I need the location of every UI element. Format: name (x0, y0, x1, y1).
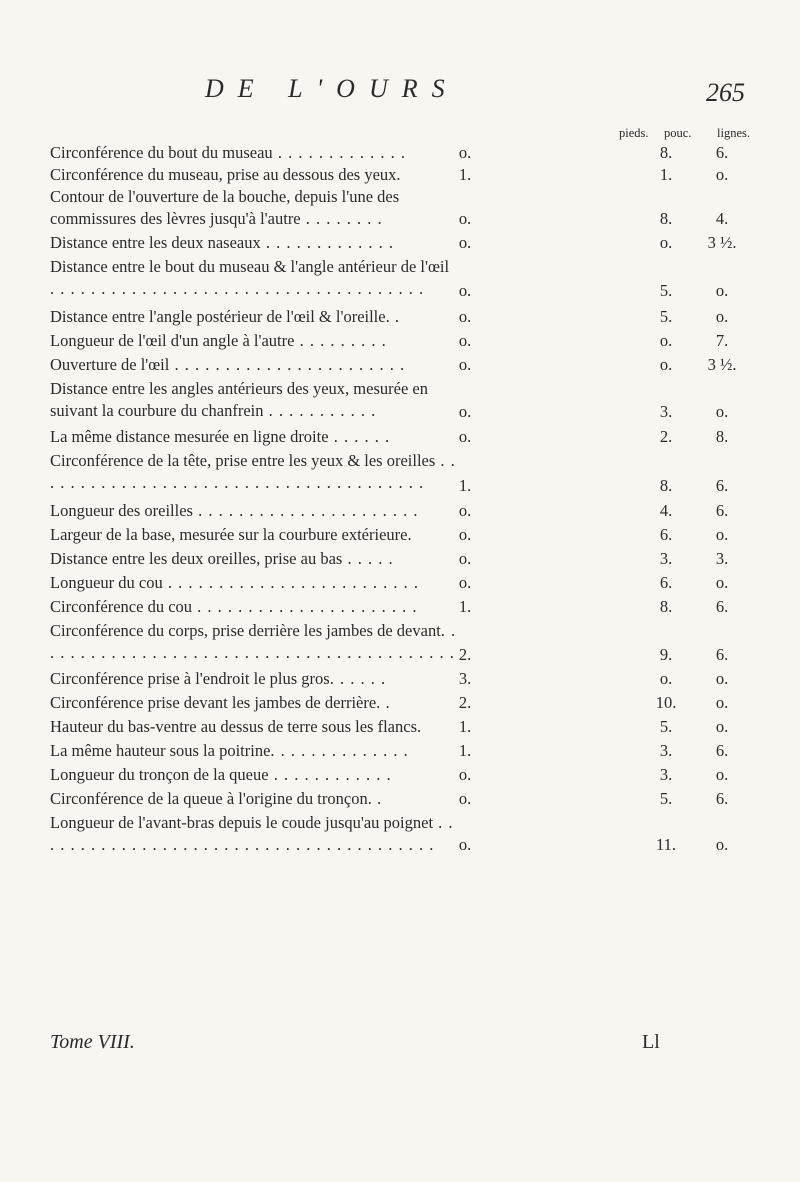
measurement-label: Largeur de la base, mesurée sur la courbure extérieure. (50, 525, 412, 544)
value-pouces: 3. (659, 741, 673, 760)
value-lignes: o. (715, 717, 729, 736)
value-pieds: o. (458, 402, 472, 421)
value-pouces: 3. (659, 549, 673, 568)
measurement-label: Circonférence du bout du museau . . . . . . . . . . . . . (50, 143, 406, 162)
value-pouces: 2. (659, 427, 673, 446)
value-lignes: 6. (715, 741, 729, 760)
tome-label: Tome VIII. (50, 1031, 135, 1053)
value-pouces: 3. (659, 402, 673, 421)
value-pouces: 3. (659, 765, 673, 784)
value-pouces: 5. (659, 717, 673, 736)
value-lignes: 6. (715, 476, 729, 495)
value-pieds: o. (458, 549, 472, 568)
value-lignes: 3. (715, 549, 729, 568)
measurement-label: Circonférence de la tête, prise entre les yeux & les oreilles . . . . . . . . . . . . . . . . . . . . . . . . . . . . . . . . . . . . . . . (50, 451, 456, 492)
value-lignes: 7. (715, 331, 729, 350)
page-header (0, 74, 800, 114)
dot-leader: . . . . . . (329, 669, 387, 688)
value-lignes: 6. (715, 143, 729, 162)
page-number: 265 (706, 78, 745, 107)
dot-leader: . . . . . . (328, 427, 391, 446)
value-lignes: o. (715, 669, 729, 688)
dot-leader: . . . . . . . . . . . . . . . . . . . . . . . . . . . . . . . . . . . . . . . . (50, 813, 454, 854)
value-pouces: o. (659, 331, 673, 350)
value-pouces: 8. (659, 209, 673, 228)
value-pieds: o. (458, 835, 472, 854)
value-pieds: o. (458, 789, 472, 808)
value-pouces: 5. (659, 281, 673, 300)
dot-leader: . . . . . . . . . . . . . . (270, 741, 409, 760)
value-pieds: o. (458, 143, 472, 162)
dot-leader: . . . . . . . . . . . . . . . . . . . . . . (192, 597, 418, 616)
measurement-label: Ouverture de l'œil . . . . . . . . . . . . . . . . . . . . . . . (50, 355, 406, 374)
measurement-label: Longueur des oreilles . . . . . . . . . . . . . . . . . . . . . . (50, 501, 419, 520)
value-pieds: o. (458, 209, 472, 228)
value-lignes: o. (715, 525, 729, 544)
value-pouces: 8. (659, 476, 673, 495)
value-pouces: o. (659, 669, 673, 688)
measurement-label: Longueur de l'œil d'un angle à l'autre . . . . . . . . . (50, 331, 387, 350)
value-pouces: 1. (659, 165, 673, 184)
dot-leader: . (389, 307, 400, 326)
dot-leader: . . . . . . . . . . . . . . . . . . . . . . . . . . . . . . . . . . . . . . . (50, 451, 456, 492)
value-pieds: 1. (458, 597, 472, 616)
value-pouces: 8. (659, 143, 673, 162)
value-pieds: o. (458, 525, 472, 544)
value-pieds: 2. (458, 693, 472, 712)
value-pieds: 1. (458, 476, 472, 495)
unit-lignes: lignes. (717, 126, 750, 140)
measurement-label: Longueur du tronçon de la queue . . . . . . . . . . . . (50, 765, 392, 784)
measurement-label: Distance entre les deux oreilles, prise au bas . . . . . (50, 549, 394, 568)
value-pieds: o. (458, 355, 472, 374)
value-lignes: 6. (715, 501, 729, 520)
value-pieds: o. (458, 233, 472, 252)
value-pieds: 3. (458, 669, 472, 688)
value-lignes: 4. (715, 209, 729, 228)
dot-leader: . . . . . . . . . . . . . . . . . . . . . . . (169, 355, 406, 374)
value-pouces: 6. (659, 525, 673, 544)
value-pieds: 1. (458, 165, 472, 184)
value-pouces: 4. (659, 501, 673, 520)
dot-leader: . . . . . . . . . . . . . . . . . . . . . . (192, 501, 419, 520)
value-pieds: 1. (458, 717, 472, 736)
value-pieds: o. (458, 427, 472, 446)
page-footer (0, 1031, 800, 1061)
measurement-label: Circonférence prise à l'endroit le plus gros. . . . . . (50, 669, 387, 688)
measurement-label: Distance entre les angles antérieurs des yeux, mesurée en suivant la courbure du chanfrein . . . . . . . . . . . (50, 379, 428, 420)
value-lignes: o. (715, 281, 729, 300)
measurement-label: Circonférence de la queue à l'origine du tronçon. . (50, 789, 383, 808)
measurement-label: Longueur du cou . . . . . . . . . . . . . . . . . . . . . . . . . (50, 573, 419, 592)
dot-leader: . . . . . . . . . . . . . (260, 233, 394, 252)
measurement-label: Contour de l'ouverture de la bouche, depuis l'une des commissures des lèvres jusqu'à l'autre . . . . . . . . (50, 187, 400, 228)
value-pouces: 5. (659, 307, 673, 326)
dot-leader: . . . . . . . . . . . . (268, 765, 392, 784)
measurement-label: Circonférence du cou . . . . . . . . . . . . . . . . . . . . . . (50, 597, 418, 616)
dot-leader: . . . . . . . . (300, 209, 383, 228)
value-pieds: 1. (458, 741, 472, 760)
measurement-label: Circonférence du museau, prise au dessous des yeux. (50, 165, 401, 184)
value-pouces: 8. (659, 597, 673, 616)
measurement-label: Distance entre les deux naseaux . . . . . . . . . . . . . (50, 233, 394, 252)
dot-leader: . . . . . (342, 549, 394, 568)
signature-mark: Ll (642, 1031, 660, 1053)
measurement-label: Distance entre l'angle postérieur de l'œil & l'oreille. . (50, 307, 400, 326)
value-pieds: o. (458, 765, 472, 784)
dot-leader: . . . . . . . . . . . . . . . . . . . . . . . . . . . . . . . . . . . . . . . . . . (50, 621, 457, 662)
value-lignes: o. (715, 693, 729, 712)
value-pieds: o. (458, 281, 472, 300)
unit-pieds: pieds. (619, 126, 649, 140)
unit-headers (0, 126, 800, 142)
value-lignes: o. (715, 307, 729, 326)
dot-leader: . . . . . . . . . (294, 331, 387, 350)
value-pieds: o. (458, 331, 472, 350)
value-lignes: o. (715, 165, 729, 184)
value-pieds: o. (458, 307, 472, 326)
value-lignes: 6. (715, 789, 729, 808)
dot-leader: . . . . . . . . . . . . . . . . . . . . . . . . . . . . . . . . . . . . . (50, 279, 425, 298)
value-pouces: 6. (659, 573, 673, 592)
value-pieds: o. (458, 501, 472, 520)
value-pouces: 9. (659, 645, 673, 664)
unit-pouces: pouc. (664, 126, 692, 140)
value-lignes: o. (715, 573, 729, 592)
measurement-label: Distance entre le bout du museau & l'angle antérieur de l'œil . . . . . . . . . . . . . . . . . . . . . . . . . . . . . . . . . . . . . (50, 257, 450, 298)
value-lignes: o. (715, 402, 729, 421)
value-lignes: 8. (715, 427, 729, 446)
dot-leader: . (380, 693, 391, 712)
value-pouces: o. (659, 355, 673, 374)
value-lignes: 3 ½. (707, 355, 737, 374)
measurement-label: Circonférence prise devant les jambes de derrière. . (50, 693, 391, 712)
value-lignes: 6. (715, 597, 729, 616)
measurement-label: La même hauteur sous la poitrine. . . . . . . . . . . . . . (50, 741, 409, 760)
value-pieds: 2. (458, 645, 472, 664)
dot-leader: . . . . . . . . . . . . . . . . . . . . . . . . . (162, 573, 419, 592)
value-lignes: 3 ½. (707, 233, 737, 252)
dot-leader: . . . . . . . . . . . . . (272, 143, 406, 162)
value-pouces: 10. (655, 693, 677, 712)
running-title: DE L'OURS (205, 74, 459, 103)
dot-leader: . . . . . . . . . . . (263, 401, 377, 420)
value-lignes: o. (715, 835, 729, 854)
measurement-label: Longueur de l'avant-bras depuis le coude jusqu'au poignet . . . . . . . . . . . . . . . . . . . . . . . . . . . . . . . . . . . . . . . . (50, 813, 454, 854)
value-pouces: 11. (655, 835, 676, 854)
dot-leader: . (371, 789, 383, 808)
value-pieds: o. (458, 573, 472, 592)
value-lignes: 6. (715, 645, 729, 664)
value-pouces: o. (659, 233, 673, 252)
value-lignes: o. (715, 765, 729, 784)
measurement-label: La même distance mesurée en ligne droite . . . . . . (50, 427, 391, 446)
measurement-label: Hauteur du bas-ventre au dessus de terre sous les flancs. (50, 717, 422, 736)
measurement-label: Circonférence du corps, prise derrière les jambes de devant. . . . . . . . . . . . . . . . . . . . . . . . . . . . . . . . . . . . . . . . . . (50, 621, 457, 662)
value-pouces: 5. (659, 789, 673, 808)
